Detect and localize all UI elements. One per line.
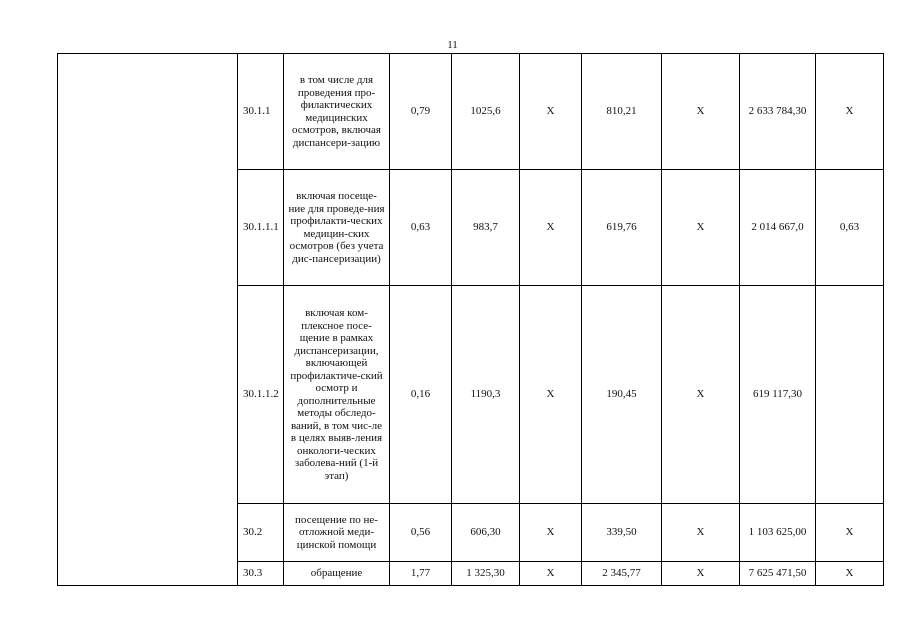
cell-c3: Х (520, 286, 582, 504)
cell-c6: 2 014 667,0 (740, 170, 816, 286)
cell-c4: 190,45 (582, 286, 662, 504)
cell-c5: Х (662, 170, 740, 286)
cell-c5: Х (662, 54, 740, 170)
cell-c4: 619,76 (582, 170, 662, 286)
row-code: 30.2 (238, 504, 284, 562)
tariff-table (57, 53, 884, 586)
cell-c6: 7 625 471,50 (740, 562, 816, 586)
cell-c5: Х (662, 286, 740, 504)
cell-c7: Х (816, 562, 884, 586)
row-code: 30.1.1.1 (238, 170, 284, 286)
cell-c6: 619 117,30 (740, 286, 816, 504)
row-description: обращение (284, 562, 390, 586)
cell-c4: 339,50 (582, 504, 662, 562)
cell-c2: 1 325,30 (452, 562, 520, 586)
cell-c7: 0,63 (816, 170, 884, 286)
cell-c1: 0,16 (390, 286, 452, 504)
row-code: 30.3 (238, 562, 284, 586)
cell-c1: 0,63 (390, 170, 452, 286)
row-description: включая ком-плексное посе-щение в рамках диспансеризации, включающей профилактиче-ский осмотр и дополнительные методы обследо-ваний, в том чис-ле в целях выяв-ления онкологи-ческих заболева-ний (1-й этап) (284, 286, 390, 504)
row-description: включая посеще-ние для проведе-ния профилакти-ческих медицин-ских осмотров (без учета дис-пансеризации) (284, 170, 390, 286)
cell-c3: Х (520, 170, 582, 286)
row-code: 30.1.1.2 (238, 286, 284, 504)
page-number: 11 (447, 39, 458, 51)
cell-c5: Х (662, 504, 740, 562)
cell-c2: 606,30 (452, 504, 520, 562)
cell-c1: 0,79 (390, 54, 452, 170)
table-row (58, 54, 884, 170)
row-description: в том числе для проведения про-филактических медицинских осмотров, включая диспансери-зацию (284, 54, 390, 170)
cell-c7: Х (816, 504, 884, 562)
cell-c2: 983,7 (452, 170, 520, 286)
row-code: 30.1.1 (238, 54, 284, 170)
cell-c4: 810,21 (582, 54, 662, 170)
cell-c7: Х (816, 54, 884, 170)
cell-c6: 1 103 625,00 (740, 504, 816, 562)
cell-c6: 2 633 784,30 (740, 54, 816, 170)
cell-c1: 0,56 (390, 504, 452, 562)
cell-c4: 2 345,77 (582, 562, 662, 586)
merged-blank-cell (58, 54, 238, 586)
cell-c3: Х (520, 504, 582, 562)
cell-c2: 1025,6 (452, 54, 520, 170)
cell-c1: 1,77 (390, 562, 452, 586)
cell-c3: Х (520, 54, 582, 170)
row-description: посещение по не-отложной меди-цинской помощи (284, 504, 390, 562)
cell-c7 (816, 286, 884, 504)
cell-c3: Х (520, 562, 582, 586)
cell-c2: 1190,3 (452, 286, 520, 504)
cell-c5: Х (662, 562, 740, 586)
